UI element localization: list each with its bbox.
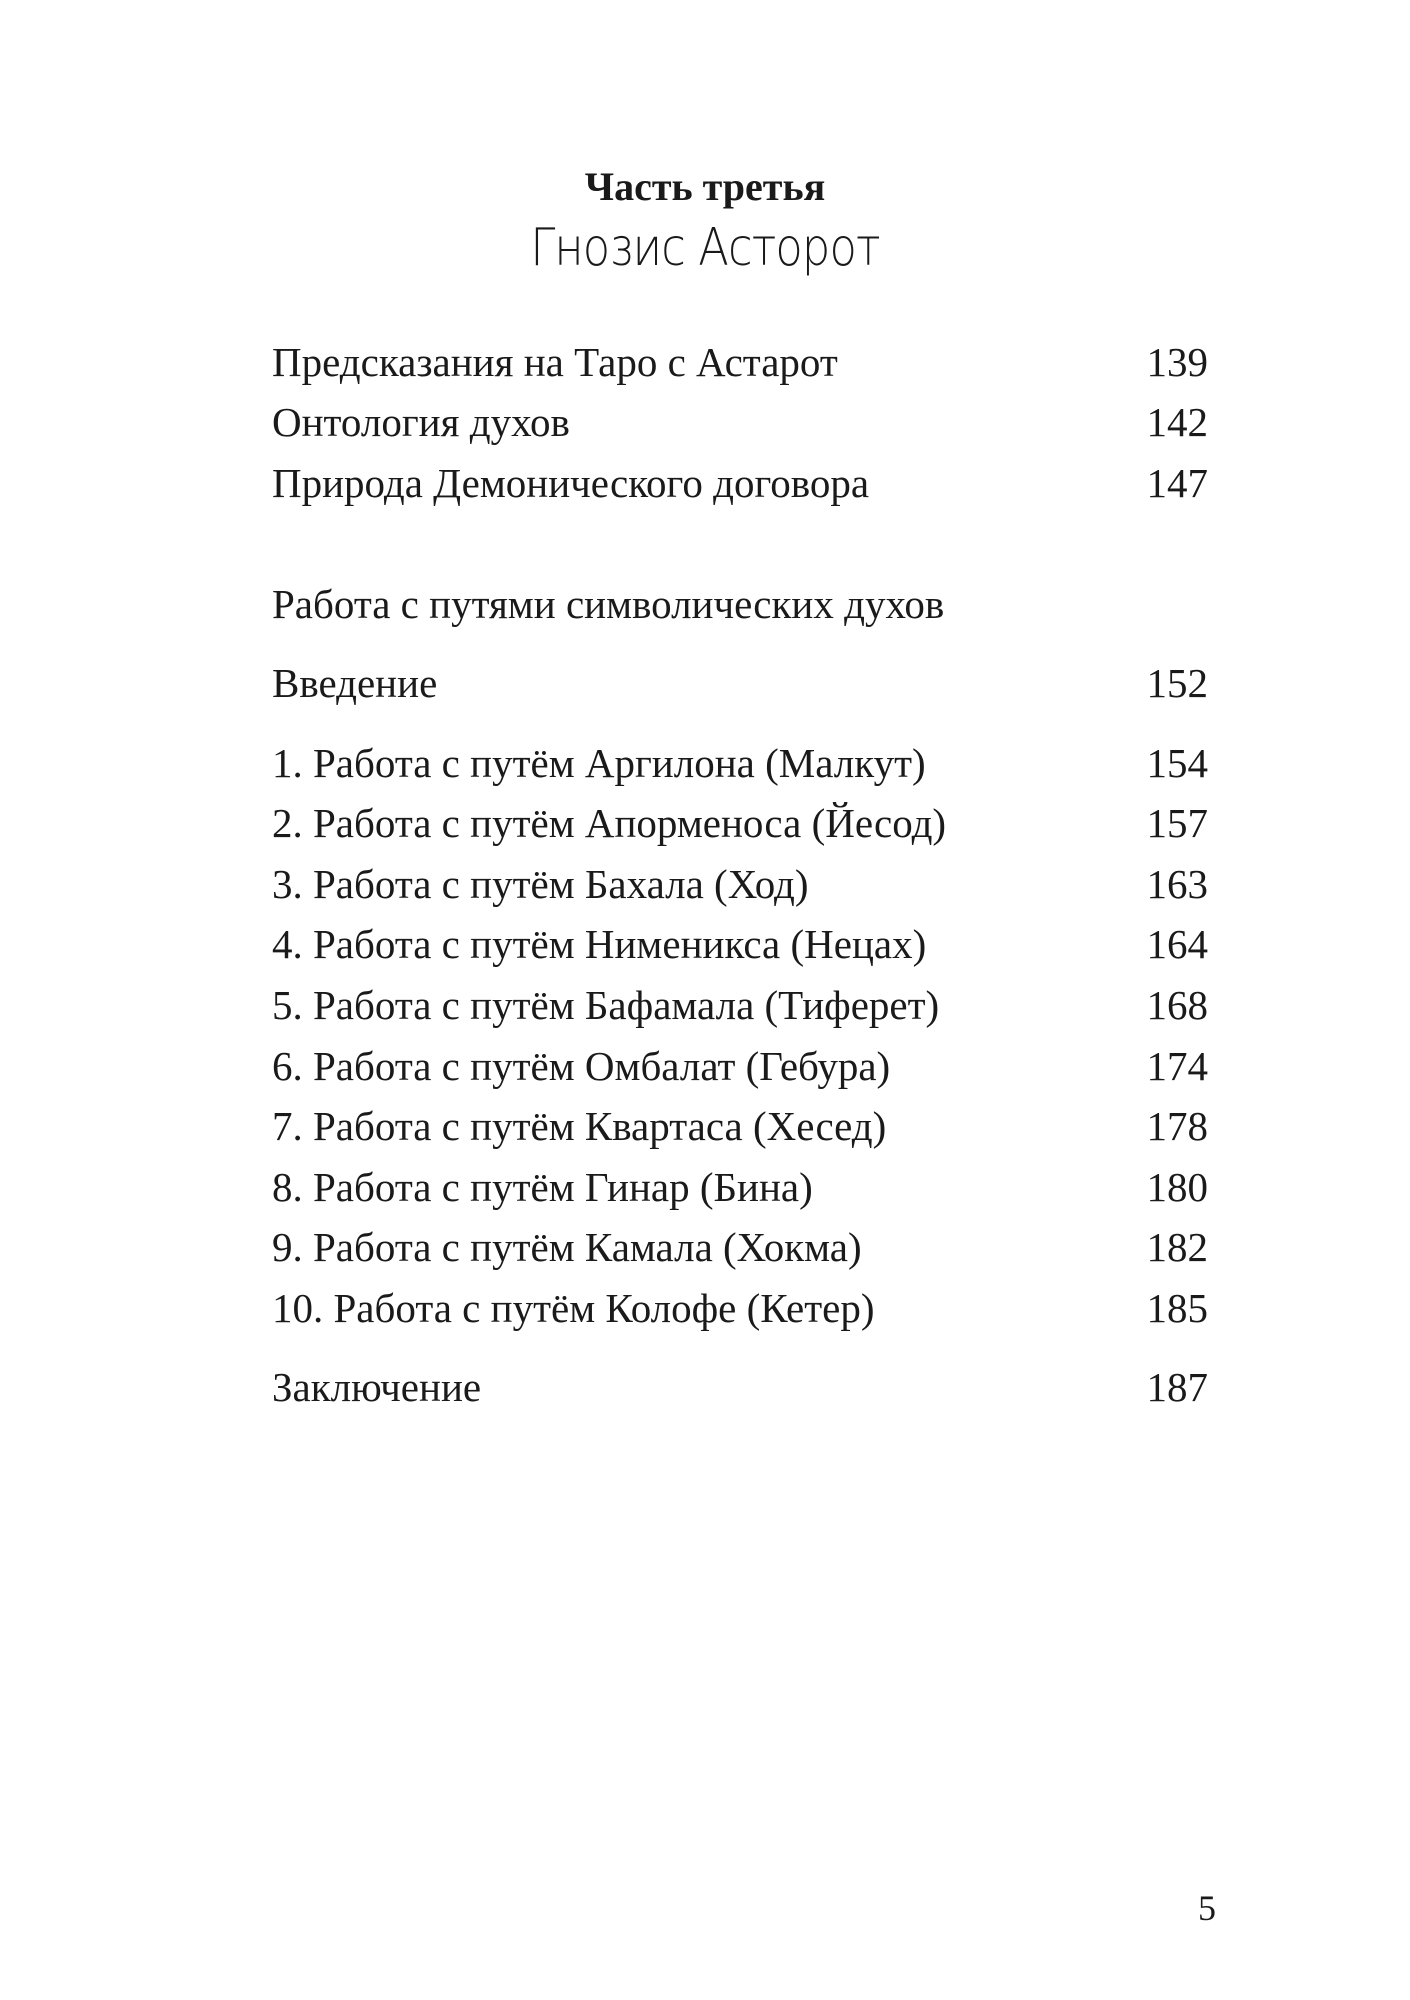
toc-entry-page: 182 xyxy=(1146,1224,1208,1270)
toc-entry xyxy=(272,1220,1208,1274)
toc-entry xyxy=(272,1039,1208,1093)
toc-entry-page: 147 xyxy=(1146,460,1208,506)
toc-entry-title: Предсказания на Таро с Астарот xyxy=(272,339,838,385)
toc-entry-page: 174 xyxy=(1146,1043,1208,1089)
section-heading xyxy=(272,577,1208,631)
section-heading-text: Работа с путями символических духов xyxy=(272,581,945,627)
toc-entry-page: 180 xyxy=(1146,1164,1208,1210)
toc-entry xyxy=(272,395,1208,449)
toc-entry-title: Введение xyxy=(272,660,438,706)
toc-entry xyxy=(272,978,1208,1032)
toc-entry xyxy=(272,1281,1208,1335)
toc-entry-page: 164 xyxy=(1146,921,1208,967)
toc-entry xyxy=(272,456,1208,510)
toc-entry xyxy=(272,796,1208,850)
toc-entry-page: 154 xyxy=(1146,740,1208,786)
toc-entry xyxy=(272,917,1208,971)
toc-entry-conclusion xyxy=(272,1360,1208,1414)
toc-entry-intro xyxy=(272,656,1208,710)
toc-entry-title: 8. Работа с путём Гинар (Бина) xyxy=(272,1164,813,1210)
toc-entry-page: 178 xyxy=(1146,1103,1208,1149)
toc-entry xyxy=(272,1160,1208,1214)
toc-entry-page: 142 xyxy=(1146,399,1208,445)
toc-entry-page: 185 xyxy=(1146,1285,1208,1331)
toc-entry-title: 5. Работа с путём Бафамала (Тиферет) xyxy=(272,982,940,1028)
toc-entry-title: Заключение xyxy=(272,1364,482,1410)
toc-entry-page: 157 xyxy=(1146,800,1208,846)
toc-entry xyxy=(272,857,1208,911)
toc-entry-title: 10. Работа с путём Колофе (Кетер) xyxy=(272,1285,875,1331)
toc-entry xyxy=(272,335,1208,389)
toc-entry-page: 168 xyxy=(1146,982,1208,1028)
toc-entry-title: 3. Работа с путём Бахала (Ход) xyxy=(272,861,809,907)
toc-entry xyxy=(272,736,1208,790)
toc-entry-title: 4. Работа с путём Нименикса (Нецах) xyxy=(272,921,927,967)
toc-entry-page: 152 xyxy=(1146,660,1208,706)
toc-entry-title: 6. Работа с путём Омбалат (Гебура) xyxy=(272,1043,891,1089)
toc-entry-page: 187 xyxy=(1146,1364,1208,1410)
toc-entry-page: 139 xyxy=(1146,339,1208,385)
toc-entry-page: 163 xyxy=(1146,861,1208,907)
toc-entry-title: 9. Работа с путём Камала (Хокма) xyxy=(272,1224,862,1270)
toc-entry-title: 2. Работа с путём Апорменоса (Йесод) xyxy=(272,800,947,846)
toc-entry xyxy=(272,1099,1208,1153)
page-number: 5 xyxy=(1198,1888,1216,1928)
part-title: Гнозис Асторот xyxy=(530,218,880,278)
toc-entry-title: 7. Работа с путём Квартаса (Хесед) xyxy=(272,1103,887,1149)
part-label: Часть третья xyxy=(584,164,826,209)
toc-entry-title: Природа Демонического договора xyxy=(272,460,870,506)
toc-entry-title: Онтология духов xyxy=(272,399,570,445)
toc-entry-title: 1. Работа с путём Аргилона (Малкут) xyxy=(272,740,926,786)
